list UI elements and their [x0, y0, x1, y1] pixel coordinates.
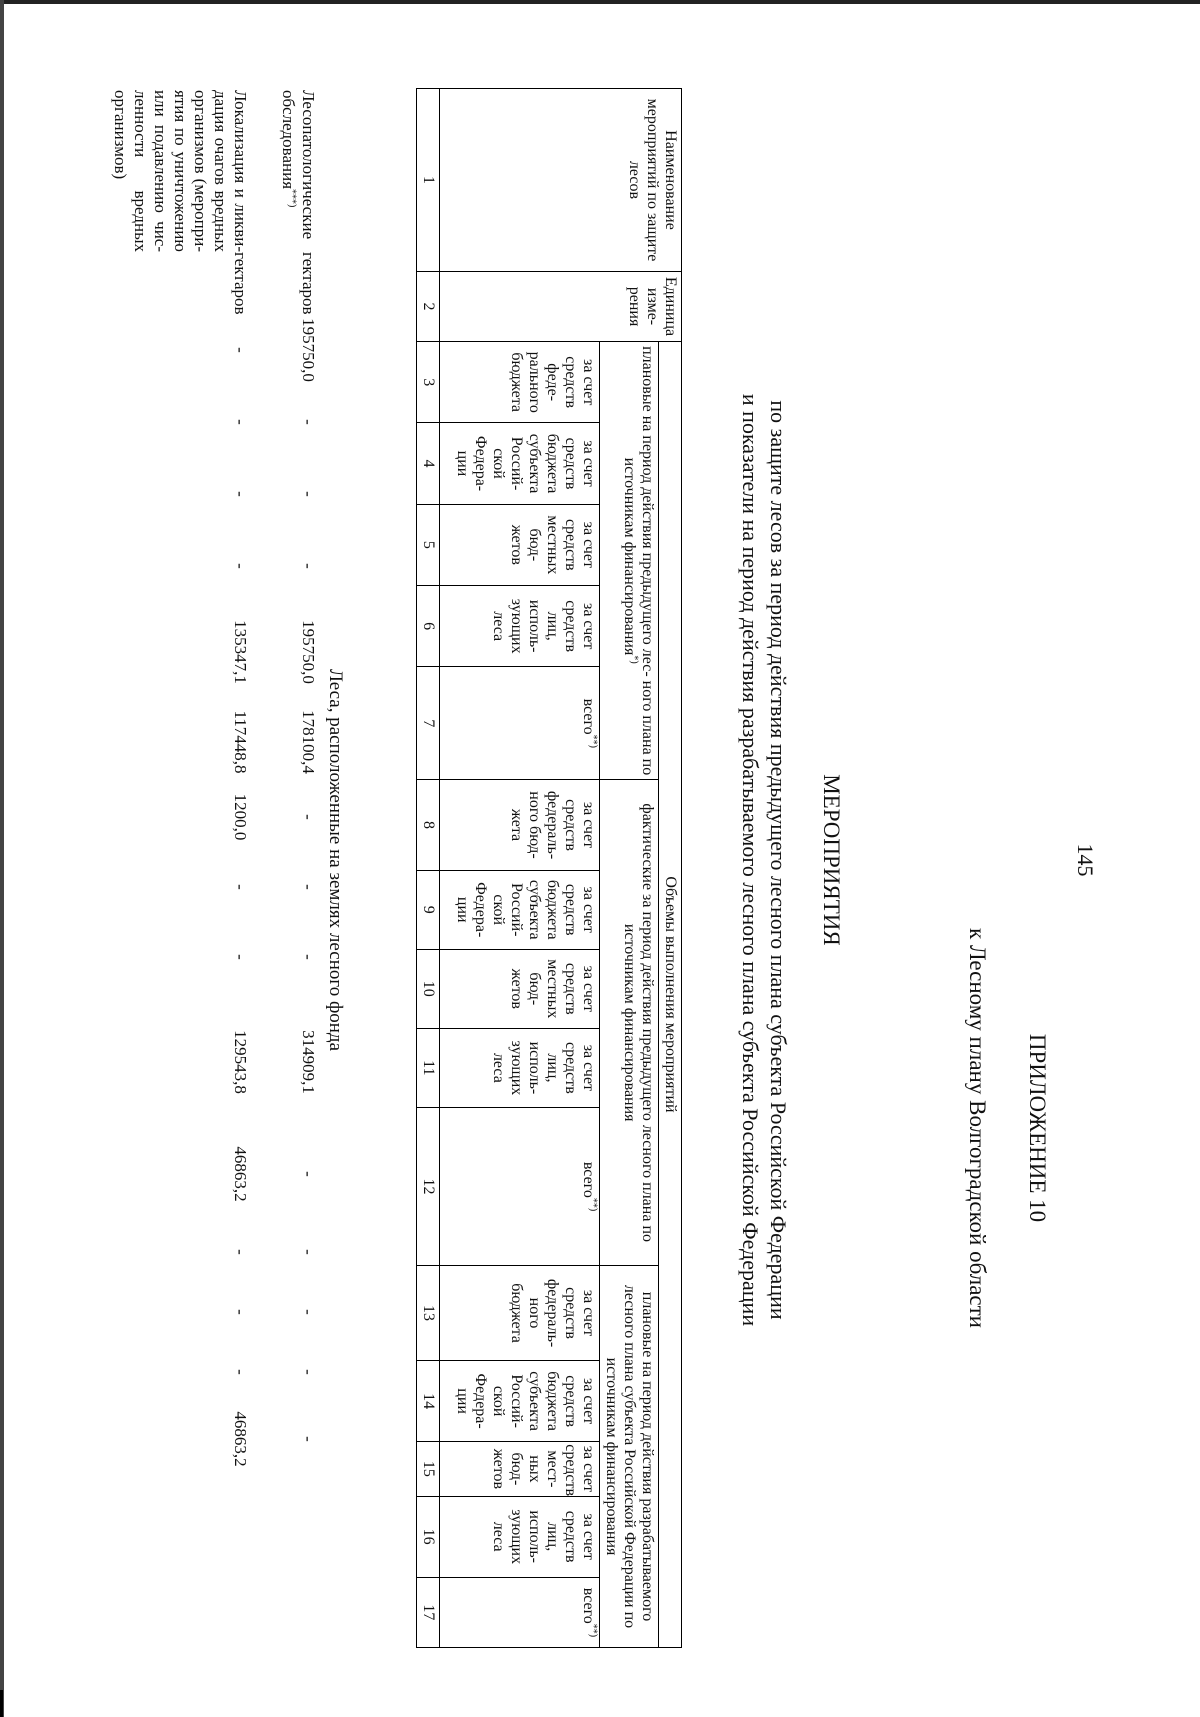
- subtitle-line-2: и показатели на период действия разрабатываемого лесного плана субъекта Российской Федерации: [738, 393, 763, 1327]
- appendix-block: [962, 888, 1052, 1368]
- sub-total: всего**): [440, 1107, 600, 1265]
- sub-federal: за счет средств федераль- ного бюд- жета: [440, 780, 600, 870]
- row-value: -: [299, 419, 318, 425]
- col-number: 7: [417, 667, 440, 780]
- col-number: 10: [417, 949, 440, 1028]
- row-value: -: [299, 1436, 318, 1442]
- header-unit: Единица изме- рения: [440, 272, 682, 342]
- row-name: Лесопатологические обследования***): [279, 90, 318, 240]
- row-value: -: [299, 1309, 318, 1315]
- row-value: -: [299, 814, 318, 820]
- scan-mark: [0, 1690, 3, 1717]
- document-subtitle: [736, 30, 792, 1690]
- col-number: 5: [417, 504, 440, 585]
- col-number: 9: [417, 870, 440, 949]
- col-number: 11: [417, 1028, 440, 1107]
- row-value: 314909,1: [299, 1030, 318, 1094]
- row-value: 46863,2: [231, 1411, 250, 1467]
- row-value: -: [231, 1249, 250, 1255]
- row-name: Локализация и ликви- дация очагов вредных организмов (меропри- ятия по уничтожению или подавлению чис- ленности вредных организмов): [111, 90, 250, 252]
- row-value: -: [299, 563, 318, 569]
- col-number: 17: [417, 1577, 440, 1647]
- row-value: -: [231, 419, 250, 425]
- sub-regional: за счет средств бюджета субъекта Россий- ской Федера- ции: [440, 870, 600, 949]
- col-number: 2: [417, 272, 440, 342]
- row-value: 195750,0: [299, 318, 318, 382]
- row-value: 135347,1: [231, 620, 250, 684]
- row-value: -: [231, 563, 250, 569]
- row-value: 1200,0: [231, 793, 250, 841]
- row-value: -: [299, 491, 318, 497]
- col-number: 3: [417, 342, 440, 423]
- sub-regional: за счет средств бюджета субъекта Россий- ской Федера- ции: [440, 1360, 600, 1441]
- appendix-reference: к Лесному плану Волгоградской области: [965, 928, 990, 1328]
- sub-total: всего**): [440, 667, 600, 780]
- row-value: -: [231, 347, 250, 353]
- sub-local: за счет средств местных бюд- жетов: [440, 504, 600, 585]
- col-number: 8: [417, 780, 440, 870]
- subtitle-line-1: по защите лесов за период действия предыдущего лесного плана субъекта Российской Федерации: [766, 400, 791, 1320]
- sub-regional: за счет средств бюджета субъекта Россий- ской Федера- ции: [440, 423, 600, 504]
- row-value: 46863,2: [231, 1146, 250, 1202]
- column-number-row: [417, 89, 440, 1648]
- sub-users: за счет средств лиц, исполь- зующих леса: [440, 1496, 600, 1577]
- row-value: -: [299, 954, 318, 960]
- rotated-page: [4, 30, 1184, 1690]
- sub-local: за счет средств местных бюд- жетов: [440, 949, 600, 1028]
- col-number: 6: [417, 586, 440, 667]
- col-number: 1: [417, 89, 440, 272]
- row-value: -: [231, 884, 250, 890]
- header-name: Наименование мероприятий по защите лесов: [440, 89, 682, 272]
- row-value: -: [299, 1369, 318, 1375]
- col-number: 4: [417, 423, 440, 504]
- scan-edge-top: [0, 0, 1200, 4]
- sub-users: за счет средств лиц, исполь- зующих леса: [440, 1028, 600, 1107]
- col-number: 13: [417, 1266, 440, 1361]
- sub-local: за счет средств мест- ных бюд- жетов: [440, 1442, 600, 1496]
- row-value: -: [231, 1369, 250, 1375]
- header-row-1: [659, 89, 682, 1648]
- row-value: 195750,0: [299, 620, 318, 684]
- section-heading: Леса, расположенные на землях лесного фонда: [325, 668, 346, 1052]
- sub-total: всего**): [440, 1577, 600, 1647]
- appendix-title: ПРИЛОЖЕНИЕ 10: [1025, 1033, 1050, 1223]
- row-value: 178100,4: [299, 710, 318, 774]
- col-number: 16: [417, 1496, 440, 1577]
- row-value: -: [299, 884, 318, 890]
- header-actual-prev: фактические за период действия предыдущего лесного плана по источникам финансирования: [600, 780, 659, 1266]
- row-value: -: [231, 954, 250, 960]
- row-value: 129543,8: [231, 1030, 250, 1094]
- row-value: -: [231, 491, 250, 497]
- row-unit: гектаров: [299, 252, 318, 315]
- col-number: 12: [417, 1107, 440, 1265]
- header-planned-new: плановые на период действия разрабатываемого лесного плана субъекта Российской Федерации по источникам финансирования: [600, 1266, 659, 1648]
- row-value: -: [231, 1309, 250, 1315]
- header-volumes: Объемы выполнения мероприятий: [659, 342, 682, 1648]
- row-value: 117448,8: [231, 710, 250, 774]
- sub-federal: за счет средств федераль- ного бюджета: [440, 1266, 600, 1361]
- row-value: -: [299, 1171, 318, 1177]
- page-number: 145: [1073, 843, 1098, 877]
- col-number: 14: [417, 1360, 440, 1441]
- col-number: 15: [417, 1442, 440, 1496]
- document-title: МЕРОПРИЯТИЯ: [819, 774, 844, 946]
- sub-federal: за счет средств феде- рального бюджета: [440, 342, 600, 423]
- measures-table: [416, 88, 682, 1648]
- sub-users: за счет средств лиц, исполь- зующих леса: [440, 586, 600, 667]
- header-planned-prev: плановые на период действия предыдущего лес- ного плана по источникам финансирования*): [600, 342, 659, 780]
- row-unit: гектаров: [231, 252, 250, 315]
- row-value: -: [299, 1249, 318, 1255]
